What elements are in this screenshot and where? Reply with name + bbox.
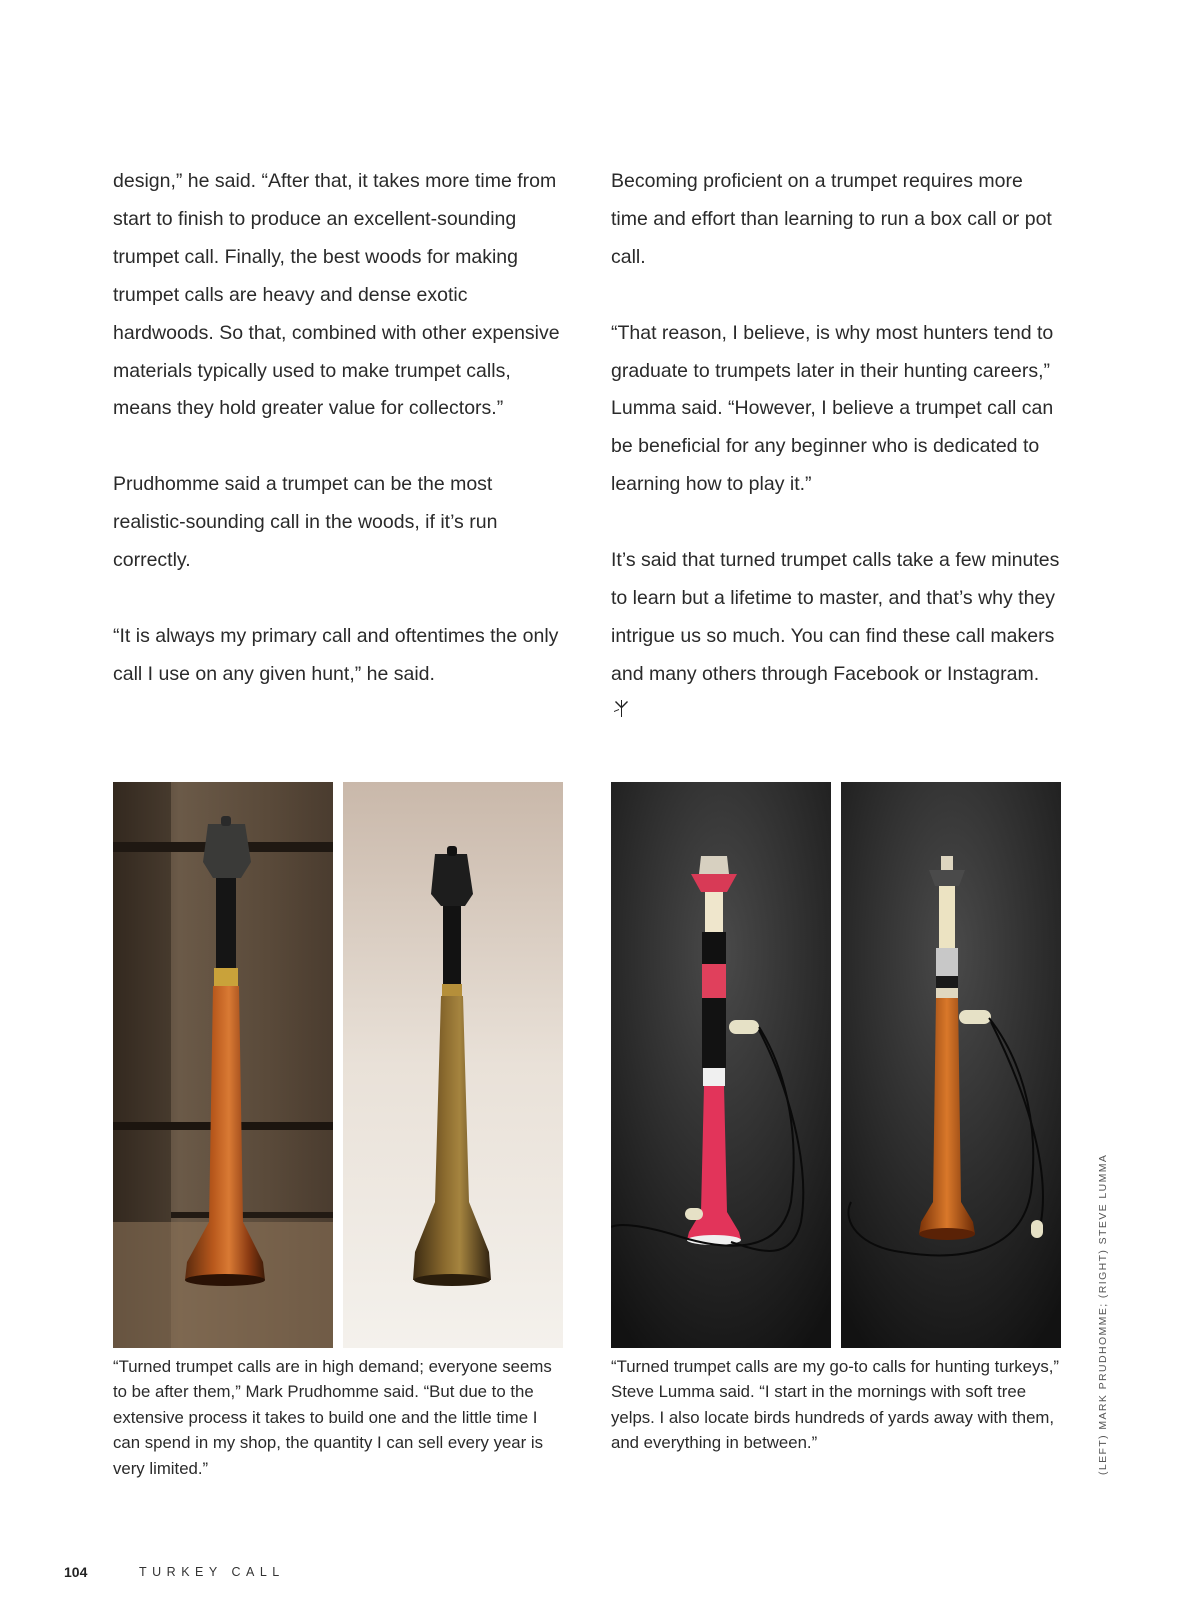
photo-red-trumpet-call bbox=[611, 782, 831, 1348]
photo-caption-right: “Turned trumpet calls are my go-to calls for hunting turkeys,” Steve Lumma said. “I start in the mornings with soft tree yelps. I also locate birds hundreds of yards away with them, and everything in between.” bbox=[611, 1357, 1059, 1453]
paragraph: design,” he said. “After that, it takes more time from start to finish to produce an excellent-sounding trumpet call. Finally, the best woods for making trumpet calls are heavy and dense exotic hardwoods. So that, combined with other expensive materials typically used to make trumpet calls, means they hold greater value for collectors.” bbox=[113, 170, 560, 420]
article-column-left bbox=[113, 163, 563, 732]
page-number: 104 bbox=[64, 1564, 88, 1580]
photo-orange-trumpet-call bbox=[841, 782, 1061, 1348]
photo-caption-left: “Turned trumpet calls are in high demand; everyone seems to be after them,” Mark Prudhomme said. “But due to the extensive process it takes to build one and the little time I can spend in my shop, the quantity I can sell every year is very limited.” bbox=[113, 1357, 552, 1478]
paragraph: “It is always my primary call and oftentimes the only call I use on any given hunt,” he said. bbox=[113, 624, 559, 685]
article-column-right bbox=[611, 163, 1061, 770]
photo-bocote-trumpet-call bbox=[343, 782, 563, 1348]
photo-cocobolo-trumpet-call bbox=[113, 782, 333, 1348]
paragraph-final bbox=[611, 542, 1061, 733]
photo-credit: (LEFT) MARK PRUDHOMME; (RIGHT) STEVE LUMMA bbox=[1097, 1153, 1109, 1475]
paragraph: Becoming proficient on a trumpet requires more time and effort than learning to run a box call or pot call. bbox=[611, 170, 1052, 268]
paragraph: “That reason, I believe, is why most hunters tend to graduate to trumpets later in their hunting careers,” Lumma said. “However, I believe a trumpet call can be beneficial for any beginner who is dedicated to learning how to play it.” bbox=[611, 321, 1054, 496]
turkey-track-icon bbox=[611, 695, 631, 733]
paragraph: Prudhomme said a trumpet can be the most realistic-sounding call in the woods, if it’s run correctly. bbox=[113, 473, 498, 572]
paragraph-text: It’s said that turned trumpet calls take a few minutes to learn but a lifetime to master, and that’s why they intrigue us so much. You can find these call makers and many others through Facebook or Instagram. bbox=[611, 549, 1060, 685]
magazine-name: TURKEY CALL bbox=[139, 1565, 285, 1579]
